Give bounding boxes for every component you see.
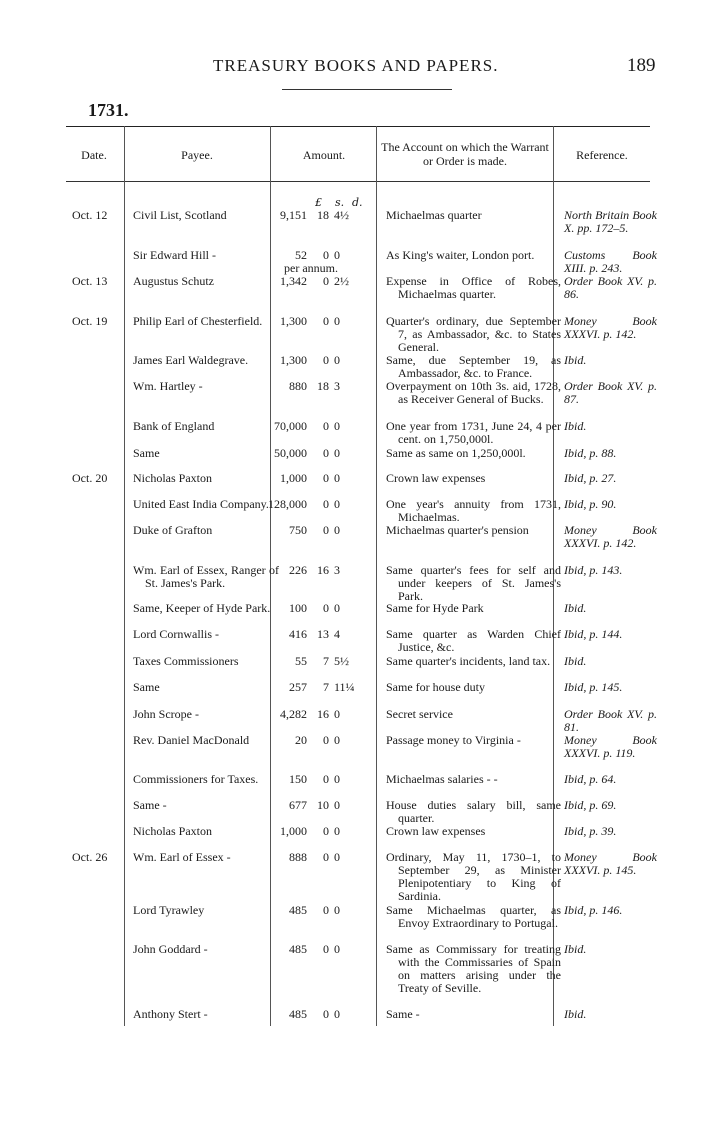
amount-pence: 0 (334, 903, 340, 917)
reference-cell: Ibid, p. 90. (564, 497, 617, 511)
amount-shillings: 18 (317, 379, 329, 393)
amount-pence: 0 (334, 733, 340, 747)
amount-pounds: 50,000 (274, 446, 307, 460)
amount-shillings: 16 (317, 563, 329, 577)
payee-cell: Same (133, 446, 160, 460)
reference-cell: Money Book XXXVI. p. 142. (564, 523, 657, 550)
payee-cell: Nicholas Paxton (133, 471, 212, 485)
reference-cell: Ibid. (564, 942, 587, 956)
account-cell: Michaelmas salaries - - (386, 772, 498, 786)
amount-pounds: 55 (295, 654, 307, 668)
date-cell: Oct. 20 (72, 471, 108, 485)
amount-pounds: 100 (289, 601, 307, 615)
account-cell: One year from 1731, June 24, 4 per cent. on 1,750,000l. (386, 419, 561, 446)
amount-pounds: 677 (289, 798, 307, 812)
account-cell: Overpayment on 10th 3s. aid, 1728, as Receiver General of Bucks. (386, 379, 561, 406)
amount-pounds: 1,000 (280, 824, 307, 838)
page-number: 189 (627, 55, 656, 76)
payee-cell: Wm. Hartley - (133, 379, 203, 393)
amount-pence: 5½ (334, 654, 349, 668)
payee-cell: Civil List, Scotland (133, 208, 227, 222)
reference-cell: Ibid. (564, 601, 587, 615)
running-title: TREASURY BOOKS AND PAPERS. (213, 56, 499, 75)
account-cell: Ordinary, May 11, 1730–1, to September 29, as Minister Plenipotentiary to King of Sardinia. (386, 850, 561, 903)
amount-shillings: 7 (323, 680, 329, 694)
reference-cell: Ibid. (564, 353, 587, 367)
amount-pounds: 1,300 (280, 314, 307, 328)
amount-shillings: 0 (323, 274, 329, 288)
column-header-date: Date. (81, 148, 107, 162)
amount-shillings: 0 (323, 903, 329, 917)
reference-cell: Money Book XXXVI. p. 142. (564, 314, 657, 341)
amount-pounds: 52 (295, 248, 307, 262)
amount-pounds: 70,000 (274, 419, 307, 433)
reference-cell: North Britain Book X. pp. 172–5. (564, 208, 657, 235)
account-cell: Same, due September 19, as Ambassador, &c. to France. (386, 353, 561, 380)
amount-pence: 0 (334, 798, 340, 812)
reference-cell: Ibid. (564, 654, 587, 668)
amount-pence: 4½ (334, 208, 349, 222)
account-cell: Same quarter as Warden Chief Justice, &c. (386, 627, 561, 654)
amount-pence: 0 (334, 942, 340, 956)
amount-shillings: 0 (323, 248, 329, 262)
amount-shillings: 18 (317, 208, 329, 222)
amount-shillings: 0 (323, 772, 329, 786)
payee-cell: Rev. Daniel MacDonald (133, 733, 250, 747)
reference-cell: Ibid. (564, 419, 587, 433)
amount-pence: 0 (334, 248, 340, 262)
reference-cell: Customs Book XIII. p. 243. (564, 248, 657, 275)
account-cell: Same as same on 1,250,000l. (386, 446, 526, 460)
amount-shillings: 0 (323, 419, 329, 433)
payee-cell: James Earl Waldegrave. (133, 353, 249, 367)
amount-pence: 0 (334, 419, 340, 433)
amount-pence: 2½ (334, 274, 349, 288)
column-header-reference: Reference. (576, 148, 628, 162)
amount-shillings: 0 (323, 497, 329, 511)
amount-pounds: 750 (289, 523, 307, 537)
unit-pounds: £ (315, 196, 322, 209)
amount-pence: 0 (334, 1007, 340, 1021)
column-header-payee: Payee. (181, 148, 213, 162)
reference-cell: Money Book XXXVI. p. 119. (564, 733, 657, 760)
amount-shillings: 0 (323, 601, 329, 615)
payee-cell: Augustus Schutz (133, 274, 214, 288)
amount-shillings: 16 (317, 707, 329, 721)
amount-pence: 0 (334, 523, 340, 537)
amount-shillings: 0 (323, 523, 329, 537)
payee-cell: Wm. Earl of Essex - (133, 850, 231, 864)
payee-cell: United East India Company. (133, 497, 269, 511)
amount-pounds: 880 (289, 379, 307, 393)
amount-pounds: 485 (289, 942, 307, 956)
account-cell: Same - (386, 1007, 420, 1021)
payee-cell: Wm. Earl of Essex, Ranger of St. James's Park. (133, 563, 279, 590)
reference-cell: Ibid, p. 27. (564, 471, 617, 485)
account-cell: Quarter's ordinary, due September 7, as Ambassador, &c. to States General. (386, 314, 561, 354)
payee-cell: Lord Cornwallis - (133, 627, 219, 641)
date-cell: Oct. 26 (72, 850, 108, 864)
amount-pence: 0 (334, 314, 340, 328)
amount-pence: 11¼ (334, 680, 355, 694)
date-cell: Oct. 12 (72, 208, 108, 222)
amount-pounds: 20 (295, 733, 307, 747)
payee-cell: Bank of England (133, 419, 215, 433)
amount-pence: 0 (334, 850, 340, 864)
amount-pounds: 1,342 (280, 274, 307, 288)
amount-shillings: 0 (323, 1007, 329, 1021)
amount-shillings: 0 (323, 353, 329, 367)
account-cell: Same Michaelmas quarter, as Envoy Extraordinary to Portugal. (386, 903, 561, 930)
amount-pounds: 9,151 (280, 208, 307, 222)
payee-cell: Nicholas Paxton (133, 824, 212, 838)
amount-pence: 4 (334, 627, 340, 641)
reference-cell: Ibid, p. 146. (564, 903, 623, 917)
reference-cell: Ibid, p. 64. (564, 772, 617, 786)
amount-pence: 0 (334, 601, 340, 615)
reference-cell: Ibid, p. 144. (564, 627, 623, 641)
payee-cell: Philip Earl of Chesterfield. (133, 314, 263, 328)
reference-cell: Ibid, p. 143. (564, 563, 623, 577)
date-cell: Oct. 13 (72, 274, 108, 288)
year-label: 1731. (88, 100, 129, 120)
amount-shillings: 0 (323, 942, 329, 956)
warrant-table-header (66, 126, 650, 182)
amount-shillings: 0 (323, 733, 329, 747)
account-cell: Crown law expenses (386, 471, 486, 485)
amount-shillings: 13 (317, 627, 329, 641)
amount-pounds: 888 (289, 850, 307, 864)
account-cell: Same quarter's fees for self and under keepers of St. James's Park. (386, 563, 561, 603)
reference-cell: Ibid, p. 145. (564, 680, 623, 694)
account-cell: As King's waiter, London port. (386, 248, 535, 262)
amount-pence: 0 (334, 471, 340, 485)
amount-pence: 0 (334, 772, 340, 786)
reference-cell: Ibid. (564, 1007, 587, 1021)
payee-cell: Same (133, 680, 160, 694)
amount-shillings: 0 (323, 850, 329, 864)
header-rule (282, 89, 452, 90)
account-cell: One year's annuity from 1731, Michaelmas. (386, 497, 561, 524)
unit-pence: d. (352, 196, 363, 209)
reference-cell: Ibid, p. 88. (564, 446, 617, 460)
amount-pence: 0 (334, 707, 340, 721)
amount-pounds: 485 (289, 903, 307, 917)
date-cell: Oct. 19 (72, 314, 108, 328)
payee-cell: John Scrope - (133, 707, 199, 721)
amount-pence: 0 (334, 497, 340, 511)
account-cell: Same quarter's incidents, land tax. (386, 654, 551, 668)
account-cell: Michaelmas quarter's pension (386, 523, 529, 537)
account-cell: Expense in Office of Robes, Michaelmas quarter. (386, 274, 561, 301)
payee-cell: John Goddard - (133, 942, 208, 956)
payee-cell: Commissioners for Taxes. (133, 772, 259, 786)
amount-pounds: 1,000 (280, 471, 307, 485)
amount-shillings: 0 (323, 471, 329, 485)
column-rule (376, 126, 377, 1026)
account-cell: Crown law expenses (386, 824, 486, 838)
amount-pounds: 4,282 (280, 707, 307, 721)
reference-cell: Ibid, p. 69. (564, 798, 617, 812)
running-head (0, 56, 720, 80)
amount-shillings: 7 (323, 654, 329, 668)
amount-shillings: 0 (323, 446, 329, 460)
account-cell: Secret service (386, 707, 453, 721)
table-header-row (66, 126, 650, 182)
payee-cell: Duke of Grafton (133, 523, 213, 537)
column-header-account: The Account on which the Warrant or Order is made. (381, 140, 549, 168)
payee-cell: Same, Keeper of Hyde Park. (133, 601, 271, 615)
reference-cell: Order Book XV. p. 86. (564, 274, 657, 301)
payee-cell: Sir Edward Hill - (133, 248, 216, 262)
account-cell: Same for Hyde Park (386, 601, 484, 615)
account-cell: House duties salary bill, same quarter. (386, 798, 561, 825)
account-cell: Same as Commissary for treating with the Commissaries of Spain on matters arising under the Treaty of Seville. (386, 942, 561, 995)
amount-shillings: 10 (317, 798, 329, 812)
payee-cell: Taxes Commissioners (133, 654, 239, 668)
amount-pounds: 485 (289, 1007, 307, 1021)
amount-shillings: 0 (323, 824, 329, 838)
amount-pence: 0 (334, 353, 340, 367)
amount-pence: 3 (334, 563, 340, 577)
account-cell: Passage money to Virginia - (386, 733, 521, 747)
amount-pence: 0 (334, 446, 340, 460)
payee-cell: Anthony Stert - (133, 1007, 208, 1021)
payee-cell: Lord Tyrawley (133, 903, 205, 917)
amount-pounds: 226 (289, 563, 307, 577)
amount-pounds: 1,300 (280, 353, 307, 367)
amount-pounds: 150 (289, 772, 307, 786)
account-cell: Michaelmas quarter (386, 208, 482, 222)
column-header-amount: Amount. (302, 148, 346, 162)
reference-cell: Order Book XV. p. 87. (564, 379, 657, 406)
amount-note: per annum. (284, 261, 338, 275)
amount-pounds: 257 (289, 680, 307, 694)
reference-cell: Order Book XV. p. 81. (564, 707, 657, 734)
column-rule (124, 126, 125, 1026)
amount-pounds: 416 (289, 627, 307, 641)
unit-shillings: s. (335, 196, 345, 209)
amount-pence: 3 (334, 379, 340, 393)
payee-cell: Same - (133, 798, 167, 812)
amount-pence: 0 (334, 824, 340, 838)
reference-cell: Ibid, p. 39. (564, 824, 617, 838)
amount-shillings: 0 (323, 314, 329, 328)
amount-pounds: 128,000 (268, 497, 307, 511)
reference-cell: Money Book XXXVI. p. 145. (564, 850, 657, 877)
account-cell: Same for house duty (386, 680, 485, 694)
